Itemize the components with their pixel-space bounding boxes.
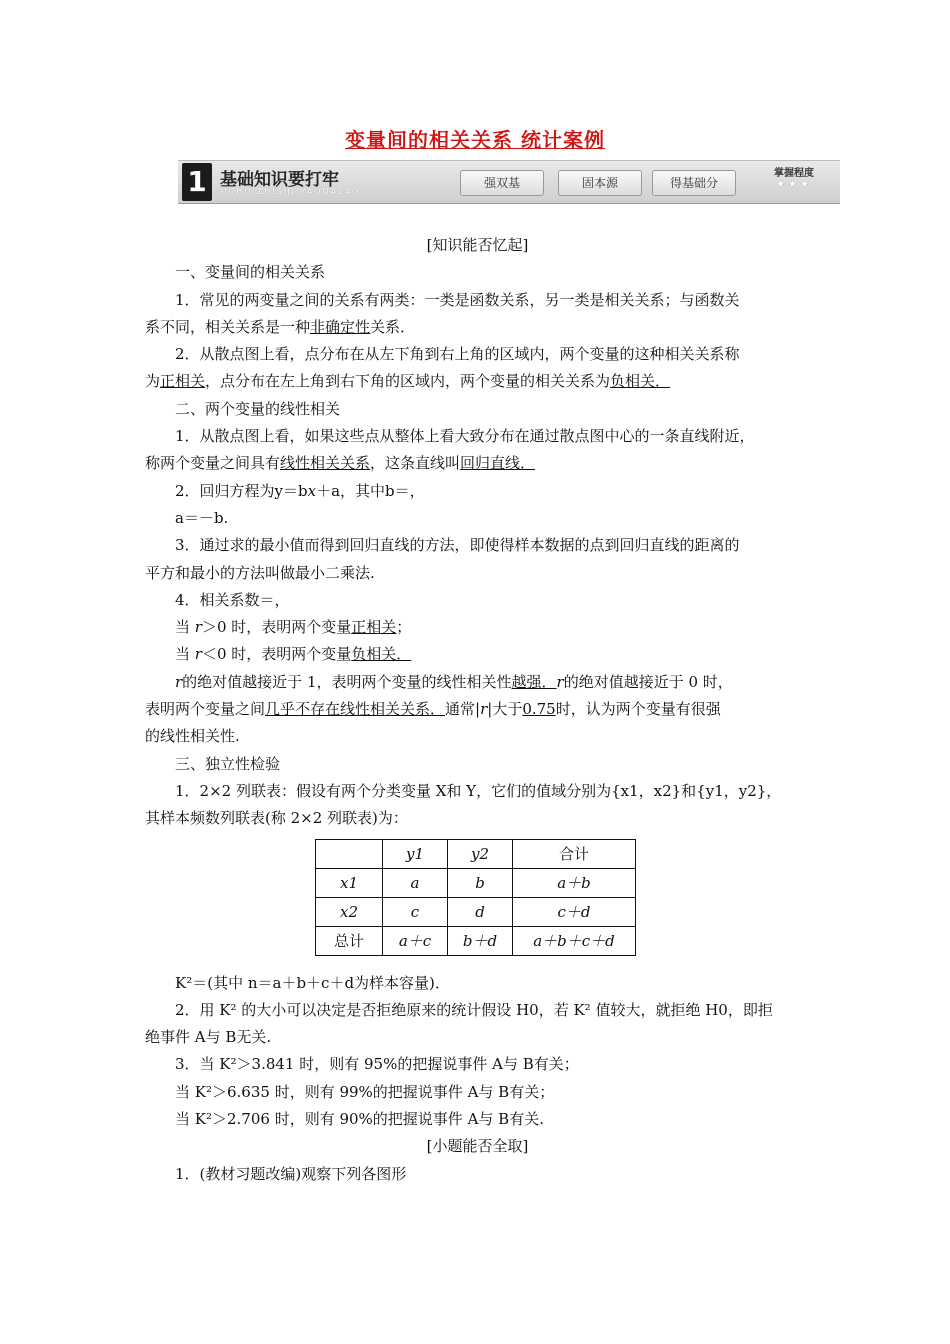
section-banner	[178, 160, 840, 204]
table-cell: a＋c	[383, 926, 448, 955]
table-cell: c	[383, 897, 448, 926]
mastery-label: 掌握程度	[774, 168, 814, 179]
paragraph: 4．相关系数＝，	[175, 590, 290, 609]
paragraph: 平方和最小的方法叫做最小二乘法.	[145, 563, 375, 582]
paragraph: r的绝对值越接近于 1，表明两个变量的线性相关性越强．r的绝对值越接近于 0 时，	[175, 672, 733, 691]
paragraph: 2．回归方程为y＝bx＋a，其中b＝，	[175, 481, 425, 500]
paragraph: 3．通过求的最小值而得到回归直线的方法，即使得样本数据的点到回归直线的距离的	[175, 536, 740, 555]
table-cell: x2	[316, 897, 383, 926]
page-title: 变量间的相关关系 统计案例	[345, 128, 605, 152]
paragraph: 绝事件 A与 B无关.	[145, 1028, 272, 1047]
table-cell: b	[448, 868, 513, 897]
tab-qiangshuangji[interactable]: 强双基	[460, 170, 544, 196]
paragraph: 当 r＞0 时，表明两个变量正相关；	[175, 618, 412, 637]
table-row	[316, 868, 636, 897]
table-cell: x1	[316, 868, 383, 897]
section-heading-2: 二、两个变量的线性相关	[175, 399, 341, 418]
paragraph: 当 K²＞6.635 时，则有 99%的把握说事件 A与 B有关；	[175, 1082, 555, 1101]
table-cell: 合计	[513, 839, 636, 868]
paragraph: a＝－b.	[175, 508, 229, 527]
mastery-stars-icon: ★★★	[776, 179, 812, 190]
answer-blank: 非确定性	[310, 317, 371, 336]
answer-blank: 正相关	[351, 618, 397, 637]
table-cell: a	[383, 868, 448, 897]
tab-gubenyuan[interactable]: 固本源	[558, 170, 642, 196]
table-cell: y2	[448, 839, 513, 868]
banner-title: 基础知识要打牢	[220, 170, 339, 190]
table-cell: c＋d	[513, 897, 636, 926]
answer-blank: 正相关	[160, 372, 206, 391]
paragraph: 的线性相关性.	[145, 727, 240, 746]
paragraph: K²＝(其中 n＝a＋b＋c＋d为样本容量)．	[175, 973, 450, 992]
answer-blank: 负相关．	[610, 372, 671, 391]
paragraph: 1．2×2 列联表：假设有两个分类变量 X和 Y，它们的值域分别为{x1，x2}和{y1，y2}，	[175, 781, 782, 800]
table-cell: 总计	[316, 926, 383, 955]
contingency-table	[315, 839, 636, 956]
answer-blank: 负相关．	[351, 645, 412, 664]
table-cell: a＋b＋c＋d	[513, 926, 636, 955]
banner-pinyin: JICHU ZHISHI YAODALAO	[220, 187, 361, 196]
paragraph: 2．从散点图上看，点分布在从左下角到右上角的区域内，两个变量的这种相关关系称	[175, 345, 740, 364]
paragraph: 1．常见的两变量之间的关系有两类：一类是函数关系，另一类是相关关系；与函数关	[175, 290, 740, 309]
tab-dejichufen[interactable]: 得基础分	[652, 170, 736, 196]
table-cell: a＋b	[513, 868, 636, 897]
answer-blank: 线性相关关系	[280, 454, 371, 473]
document-body	[145, 232, 810, 1188]
table-row	[316, 926, 636, 955]
section-number-badge: 1	[182, 163, 212, 201]
paragraph: 当 r＜0 时，表明两个变量负相关．	[175, 645, 412, 664]
mastery-indicator	[758, 164, 830, 190]
table-cell: y1	[383, 839, 448, 868]
paragraph: 1．从散点图上看，如果这些点从整体上看大致分布在通过散点图中心的一条直线附近，	[175, 427, 755, 446]
table-row	[316, 897, 636, 926]
paragraph: 其样本频数列联表(称 2×2 列联表)为：	[145, 809, 408, 828]
paragraph: 系不同，相关关系是一种非确定性关系．	[145, 317, 416, 336]
paragraph: 2．用 K² 的大小可以决定是否拒绝原来的统计假设 H0，若 K² 值较大，就拒绝 H0，即拒	[175, 1000, 773, 1019]
table-header-row	[316, 839, 636, 868]
section-heading-3: 三、独立性检验	[175, 754, 281, 773]
question: 1．(教材习题改编)观察下列各图形	[175, 1164, 407, 1183]
subsection-heading-recall: [知识能否忆起]	[426, 236, 529, 254]
answer-blank: 回归直线．	[460, 454, 536, 473]
answer-blank: 几乎不存在线性相关关系．	[265, 700, 446, 719]
paragraph: 表明两个变量之间几乎不存在线性相关关系．通常|r|大于0.75时，认为两个变量有很强	[145, 700, 721, 719]
answer-blank: 越强．	[511, 672, 557, 691]
paragraph: 3．当 K²＞3.841 时，则有 95%的把握说事件 A与 B有关；	[175, 1055, 579, 1074]
paragraph: 称两个变量之间具有线性相关关系，这条直线叫回归直线．	[145, 454, 536, 473]
table-cell: d	[448, 897, 513, 926]
subsection-heading-small: [小题能否全取]	[426, 1137, 529, 1156]
table-cell: b＋d	[448, 926, 513, 955]
paragraph: 当 K²＞2.706 时，则有 90%的把握说事件 A与 B有关.	[175, 1110, 544, 1129]
paragraph: 为正相关，点分布在左上角到右下角的区域内，两个变量的相关关系为负相关．	[145, 372, 671, 391]
table-cell	[316, 839, 383, 868]
answer-blank: 0.75	[522, 700, 556, 719]
section-heading-1: 一、变量间的相关关系	[175, 263, 326, 282]
